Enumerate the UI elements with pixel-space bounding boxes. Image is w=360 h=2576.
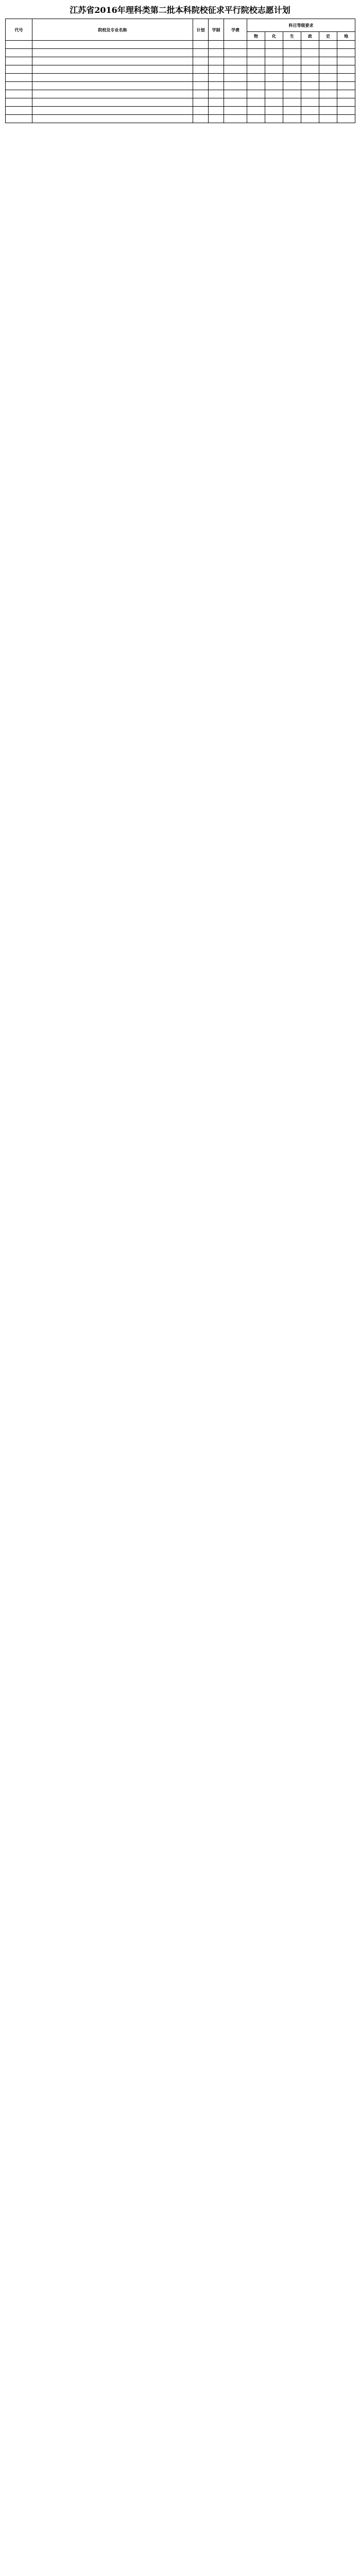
major-row bbox=[6, 65, 355, 74]
cell-subject bbox=[337, 74, 355, 82]
admission-plan-table bbox=[5, 19, 355, 123]
cell-fee bbox=[224, 74, 247, 82]
cell-subject bbox=[265, 82, 283, 90]
major-row bbox=[6, 57, 355, 65]
header-subject: 地 bbox=[337, 32, 355, 41]
cell-code bbox=[6, 107, 32, 115]
cell-subject bbox=[247, 74, 265, 82]
cell-subject bbox=[283, 74, 301, 82]
cell-code bbox=[6, 57, 32, 65]
cell-subject bbox=[301, 57, 319, 65]
cell-subject bbox=[247, 41, 265, 49]
cell-subject bbox=[247, 90, 265, 98]
cell-plan bbox=[193, 90, 209, 98]
cell-subject bbox=[319, 107, 337, 115]
cell-subject bbox=[247, 107, 265, 115]
cell-subject bbox=[265, 65, 283, 74]
cell-code bbox=[6, 98, 32, 107]
major-row bbox=[6, 90, 355, 98]
cell-years bbox=[209, 98, 224, 107]
header-years: 学制 bbox=[209, 19, 224, 41]
cell-subject bbox=[337, 115, 355, 123]
cell-years bbox=[209, 57, 224, 65]
cell-subject bbox=[301, 107, 319, 115]
cell-plan bbox=[193, 98, 209, 107]
cell-subject bbox=[283, 57, 301, 65]
cell-subject bbox=[283, 41, 301, 49]
cell-fee bbox=[224, 98, 247, 107]
cell-subject bbox=[247, 98, 265, 107]
cell-fee bbox=[224, 107, 247, 115]
cell-name bbox=[32, 98, 193, 107]
header-subject: 物 bbox=[247, 32, 265, 41]
cell-subject bbox=[319, 90, 337, 98]
cell-subject bbox=[265, 107, 283, 115]
header-subject: 生 bbox=[283, 32, 301, 41]
cell-fee bbox=[224, 49, 247, 57]
cell-subject bbox=[337, 57, 355, 65]
cell-subject bbox=[283, 90, 301, 98]
header-subject: 化 bbox=[265, 32, 283, 41]
header-fee: 学费 bbox=[224, 19, 247, 41]
cell-fee bbox=[224, 115, 247, 123]
cell-subject bbox=[283, 82, 301, 90]
cell-subject bbox=[283, 98, 301, 107]
cell-subject bbox=[301, 115, 319, 123]
cell-subject bbox=[337, 41, 355, 49]
cell-fee bbox=[224, 82, 247, 90]
cell-plan bbox=[193, 65, 209, 74]
cell-plan bbox=[193, 107, 209, 115]
cell-subject bbox=[337, 90, 355, 98]
cell-years bbox=[209, 107, 224, 115]
cell-subject bbox=[301, 90, 319, 98]
cell-subject bbox=[247, 49, 265, 57]
cell-fee bbox=[224, 90, 247, 98]
cell-code bbox=[6, 41, 32, 49]
cell-subject bbox=[301, 82, 319, 90]
table-body bbox=[6, 41, 355, 123]
school-row bbox=[6, 41, 355, 49]
cell-name bbox=[32, 115, 193, 123]
cell-plan bbox=[193, 74, 209, 82]
major-row bbox=[6, 49, 355, 57]
cell-subject bbox=[319, 115, 337, 123]
cell-years bbox=[209, 49, 224, 57]
header-subject: 史 bbox=[319, 32, 337, 41]
cell-subject bbox=[265, 115, 283, 123]
cell-name bbox=[32, 90, 193, 98]
cell-code bbox=[6, 49, 32, 57]
cell-subject bbox=[265, 90, 283, 98]
cell-subject bbox=[265, 57, 283, 65]
cell-plan bbox=[193, 115, 209, 123]
header-plan: 计划 bbox=[193, 19, 209, 41]
cell-name bbox=[32, 82, 193, 90]
header-code: 代号 bbox=[6, 19, 32, 41]
cell-code bbox=[6, 65, 32, 74]
cell-fee bbox=[224, 41, 247, 49]
cell-subject bbox=[337, 65, 355, 74]
major-row bbox=[6, 115, 355, 123]
major-row bbox=[6, 107, 355, 115]
cell-name bbox=[32, 57, 193, 65]
cell-subject bbox=[301, 65, 319, 74]
cell-subject bbox=[301, 41, 319, 49]
cell-subject bbox=[265, 41, 283, 49]
cell-subject bbox=[247, 82, 265, 90]
cell-subject bbox=[319, 65, 337, 74]
cell-subject bbox=[265, 74, 283, 82]
cell-name bbox=[32, 65, 193, 74]
school-row bbox=[6, 98, 355, 107]
page-title: 江苏省2016年理科类第二批本科院校征求平行院校志愿计划 bbox=[70, 5, 290, 15]
cell-code bbox=[6, 115, 32, 123]
cell-years bbox=[209, 90, 224, 98]
cell-subject bbox=[265, 49, 283, 57]
cell-name bbox=[32, 41, 193, 49]
cell-subject bbox=[319, 57, 337, 65]
cell-subject bbox=[283, 65, 301, 74]
cell-plan bbox=[193, 82, 209, 90]
cell-years bbox=[209, 41, 224, 49]
header-subject: 政 bbox=[301, 32, 319, 41]
cell-subject bbox=[301, 49, 319, 57]
cell-years bbox=[209, 65, 224, 74]
cell-years bbox=[209, 74, 224, 82]
header-name: 院校及专业名称 bbox=[32, 19, 193, 41]
cell-subject bbox=[319, 74, 337, 82]
major-row bbox=[6, 82, 355, 90]
cell-subject bbox=[283, 49, 301, 57]
cell-subject bbox=[319, 98, 337, 107]
cell-subject bbox=[283, 115, 301, 123]
school-row bbox=[6, 74, 355, 82]
cell-subject bbox=[337, 98, 355, 107]
cell-subject bbox=[283, 107, 301, 115]
cell-years bbox=[209, 115, 224, 123]
cell-subject bbox=[301, 98, 319, 107]
cell-code bbox=[6, 82, 32, 90]
cell-subject bbox=[319, 49, 337, 57]
cell-years bbox=[209, 82, 224, 90]
cell-subject bbox=[337, 82, 355, 90]
cell-fee bbox=[224, 57, 247, 65]
cell-subject bbox=[337, 107, 355, 115]
cell-subject bbox=[337, 49, 355, 57]
cell-name bbox=[32, 74, 193, 82]
cell-plan bbox=[193, 57, 209, 65]
cell-plan bbox=[193, 41, 209, 49]
cell-subject bbox=[301, 74, 319, 82]
cell-subject bbox=[247, 65, 265, 74]
cell-subject bbox=[247, 57, 265, 65]
cell-subject bbox=[265, 98, 283, 107]
cell-subject bbox=[319, 41, 337, 49]
cell-name bbox=[32, 107, 193, 115]
cell-plan bbox=[193, 49, 209, 57]
cell-name bbox=[32, 49, 193, 57]
cell-subject bbox=[247, 115, 265, 123]
cell-fee bbox=[224, 65, 247, 74]
cell-code bbox=[6, 90, 32, 98]
cell-code bbox=[6, 74, 32, 82]
cell-subject bbox=[319, 82, 337, 90]
header-subject-group: 科目等级要求 bbox=[247, 19, 355, 32]
